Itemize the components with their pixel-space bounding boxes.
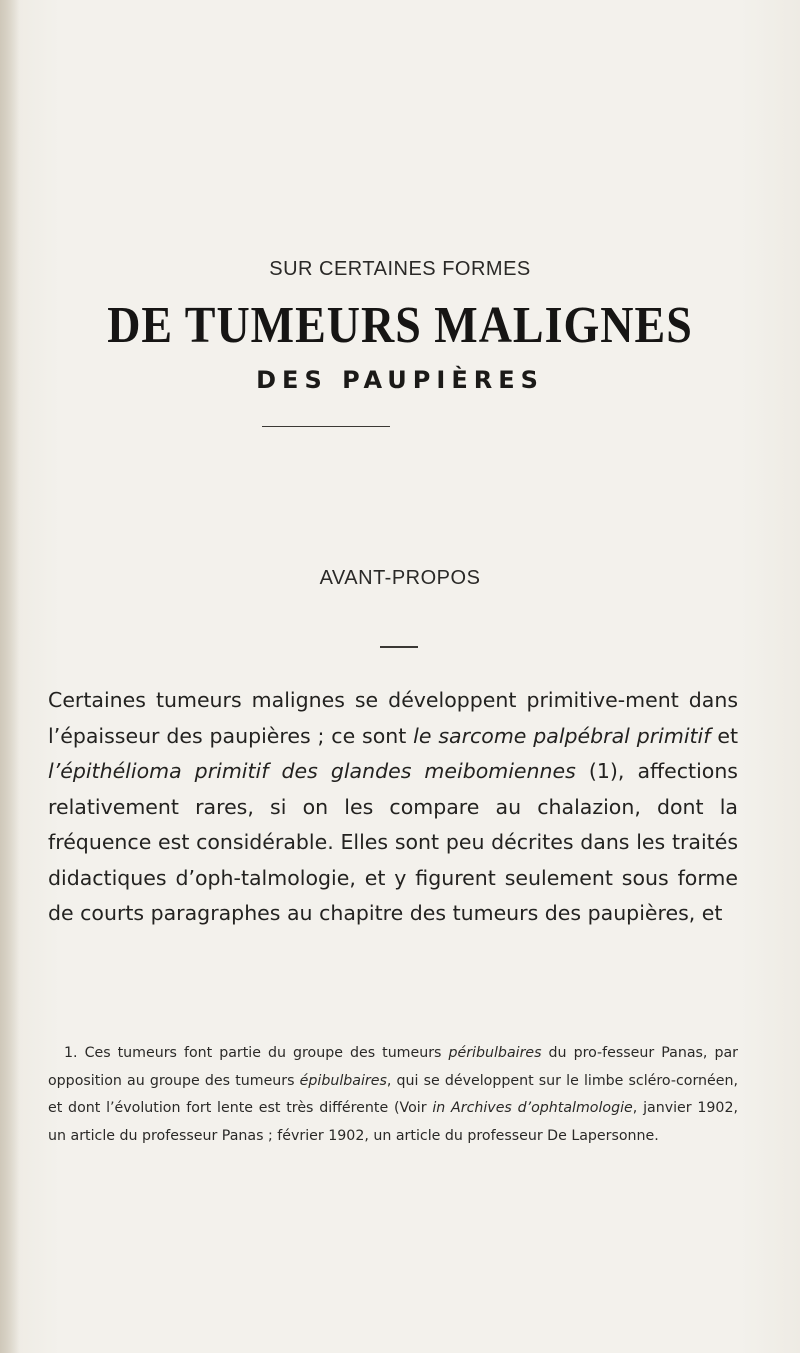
footnote (48, 1040, 738, 1150)
footnote-text-2: du pro-fesseur Panas, par opposition au groupe des tumeurs (48, 1045, 739, 1089)
footnote-text-1: Ces tumeurs font partie du groupe des tumeurs (77, 1045, 449, 1061)
paragraph-text-1: Certaines tumeurs malignes se développent primitive-ment dans l’épaisseur des paupières ; ce sont (48, 688, 738, 748)
section-heading: AVANT-PROPOS (319, 567, 481, 589)
title-line-2: DE TUMEURS MALIGNES (107, 296, 693, 354)
footnote-text-3: , qui se développent sur le limbe scléro-cornéen, et dont l’évolution fort lente est très différente (Voir (48, 1072, 738, 1116)
paragraph-text-3: (1), affections relativement rares, si on les compare au chalazion, dont la fréquence est considérable. Elles sont peu décrites dans les traités didactiques d’oph-talmologie, et y figurent seulement sous forme de courts paragraphes au chapitre des tumeurs des paupières, et (48, 759, 738, 925)
paragraph-emphasis-2: l’épithélioma primitif des glandes meibomiennes (48, 759, 576, 783)
title-divider (262, 426, 390, 427)
footnote-text-4: , janvier 1902, un article du professeur Panas ; février 1902, un article du professeur De Lapersonne. (48, 1100, 738, 1144)
title-line-3: DES PAUPIÈRES (256, 366, 544, 394)
page-edge-shadow (0, 0, 20, 1353)
footnote-emphasis-2: épibulbaires (299, 1072, 387, 1089)
footnote-emphasis-3: in Archives d’ophtalmologie (432, 1100, 633, 1116)
body-paragraph (48, 683, 738, 932)
footnote-emphasis-1: péribulbaires (448, 1045, 542, 1061)
paragraph-emphasis-1: le sarcome palpébral primitif (413, 723, 711, 748)
footnote-number: 1. (64, 1045, 78, 1061)
paragraph-text-2: et (710, 723, 738, 748)
section-divider (380, 646, 418, 648)
title-line-1: SUR CERTAINES FORMES (269, 258, 531, 280)
